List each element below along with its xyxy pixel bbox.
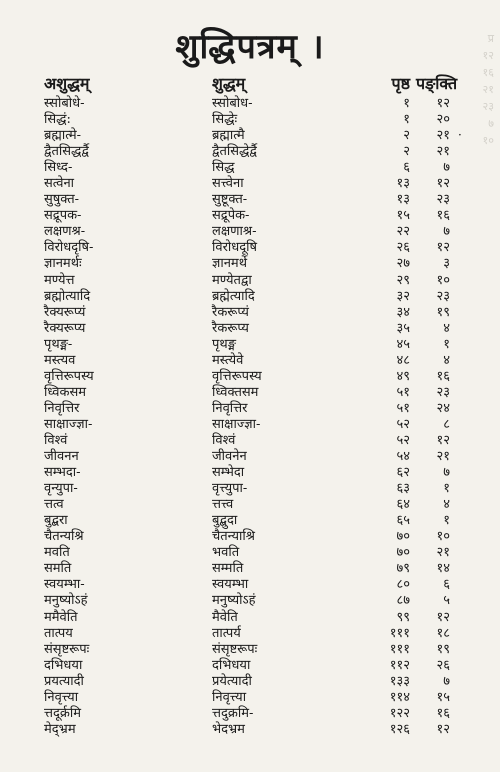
right-text: दभिधया xyxy=(212,657,251,673)
errata-row xyxy=(44,273,456,289)
errata-row xyxy=(44,144,456,160)
line-number: २६ xyxy=(436,657,450,673)
line-number: ३ xyxy=(443,256,450,272)
page-number: ५४ xyxy=(396,449,410,465)
errata-row xyxy=(44,561,456,577)
errata-row xyxy=(44,529,456,545)
wrong-text: विरोधदृषि- xyxy=(44,240,94,256)
line-number: १२ xyxy=(436,432,450,448)
header-wrong: अशुद्धम् xyxy=(44,74,90,93)
header-right: शुद्धम् xyxy=(212,74,246,93)
right-text: संसृष्टरूपः xyxy=(212,641,258,657)
errata-row xyxy=(44,449,456,465)
header-page: पृष्ठ xyxy=(391,74,410,93)
right-text: द्वैतसिद्धेर्द्वै xyxy=(212,144,257,160)
page-number: ७० xyxy=(396,529,410,545)
line-number: १५ xyxy=(436,689,450,705)
wrong-text: सत्वेना xyxy=(44,176,75,192)
page-number: ६३ xyxy=(396,481,410,497)
page-number: ६ xyxy=(403,160,410,176)
line-number: १ xyxy=(443,513,450,529)
errata-row xyxy=(44,626,456,642)
errata-row xyxy=(44,481,456,497)
line-number: २१ xyxy=(436,449,450,465)
page-number: ३२ xyxy=(396,288,410,304)
right-text: ज्ञानमर्थे xyxy=(212,256,247,272)
page-number: ५१ xyxy=(396,384,410,400)
line-number: २३ xyxy=(436,192,450,208)
line-number: २४ xyxy=(436,400,450,416)
right-text: त्तदुक्रमि- xyxy=(212,705,254,721)
wrong-text: मण्येत्त xyxy=(44,272,75,288)
page-number: १३३ xyxy=(389,673,410,689)
line-number: २० xyxy=(436,112,450,128)
bleed-line: १२ xyxy=(482,49,494,62)
page-number: १११ xyxy=(389,625,410,641)
page-number: १३ xyxy=(396,192,410,208)
right-text: ध्विक्तसम xyxy=(212,384,259,400)
wrong-text: ध्विकसम xyxy=(44,384,87,400)
page-number: २ xyxy=(403,144,410,160)
errata-row xyxy=(44,706,456,722)
line-number: ७ xyxy=(443,224,450,240)
wrong-text: स्सोबोधे- xyxy=(44,96,85,111)
wrong-text: लक्षणश्र- xyxy=(44,224,86,240)
page-number: ६५ xyxy=(396,513,410,529)
line-number: १० xyxy=(436,529,450,545)
errata-row xyxy=(44,690,456,706)
wrong-text: पृथङ्म- xyxy=(44,336,73,352)
line-number: ४ xyxy=(443,497,450,513)
wrong-text: ब्रह्मात्मे- xyxy=(44,128,82,144)
line-number: ४ xyxy=(443,320,450,336)
page-number: १३ xyxy=(396,176,410,192)
page-number: ११४ xyxy=(389,689,410,705)
wrong-text: तात्पय xyxy=(44,625,73,641)
errata-row xyxy=(44,240,456,256)
errata-row xyxy=(44,369,456,385)
errata-row xyxy=(44,128,456,144)
header-line: पङ्क्ति xyxy=(416,74,458,93)
line-number: १९ xyxy=(436,641,450,657)
right-text: मण्येतद्वा xyxy=(212,272,252,288)
table-header xyxy=(44,72,456,98)
line-number: १ xyxy=(443,481,450,497)
page-number: ५१ xyxy=(396,400,410,416)
right-text: स्वयम्भा xyxy=(212,577,249,593)
line-number: ७ xyxy=(443,465,450,481)
errata-row xyxy=(44,321,456,337)
page-number: २९ xyxy=(396,272,410,288)
line-number: १९ xyxy=(436,304,450,320)
page-number: ९९ xyxy=(396,609,410,625)
right-text: वृत्तिरूपस्य xyxy=(212,368,262,384)
wrong-text: मवति xyxy=(44,545,70,561)
right-text: चैतन्याश्रि xyxy=(212,529,255,545)
wrong-text: मनुष्योऽहं xyxy=(44,593,88,609)
bleed-line: ७ xyxy=(488,117,494,130)
page-number: १ xyxy=(403,96,410,111)
page-number: १११ xyxy=(389,641,410,657)
line-number: ६ xyxy=(443,577,450,593)
page-number: ६२ xyxy=(396,465,410,481)
page-number: १५ xyxy=(396,208,410,224)
right-text: पृथङ्म xyxy=(212,336,236,352)
right-text: स्सोबोध- xyxy=(212,96,253,111)
errata-row xyxy=(44,385,456,401)
right-text: निवृत्त्या xyxy=(212,689,247,705)
errata-row xyxy=(44,497,456,513)
errata-row xyxy=(44,433,456,449)
line-number: १२ xyxy=(436,721,450,737)
line-number: १६ xyxy=(436,208,450,224)
line-number: १२ xyxy=(436,240,450,256)
errata-row xyxy=(44,610,456,626)
bleed-line: १६ xyxy=(482,66,494,79)
line-number: ७ xyxy=(443,673,450,689)
right-text: विरोधदूषि xyxy=(212,240,258,256)
line-number: १२ xyxy=(436,609,450,625)
wrong-text: संसृष्टरूपः xyxy=(44,641,90,657)
bleed-line: प्र xyxy=(487,32,494,45)
page-number: २७ xyxy=(396,256,410,272)
errata-row xyxy=(44,722,456,738)
wrong-text: त्तदूर्क्रमि xyxy=(44,705,82,721)
bleed-through-text xyxy=(450,30,494,230)
errata-row xyxy=(44,465,456,481)
errata-row xyxy=(44,337,456,353)
right-text: सिद्धेः xyxy=(212,112,238,128)
page-number: ७९ xyxy=(396,561,410,577)
right-text: वृत्त्युपा- xyxy=(212,481,248,497)
page-number: ४९ xyxy=(396,368,410,384)
page-number: २ xyxy=(403,128,410,144)
errata-row xyxy=(44,176,456,192)
page-number: १२६ xyxy=(389,721,410,737)
bleed-line: २३ xyxy=(482,100,494,113)
errata-row xyxy=(44,224,456,240)
line-number: १८ xyxy=(436,625,450,641)
errata-row xyxy=(44,417,456,433)
wrong-text: निवृत्तिर xyxy=(44,400,80,416)
right-text: सुष्टूक्त- xyxy=(212,192,248,208)
line-number: ४ xyxy=(443,352,450,368)
line-number: २३ xyxy=(436,288,450,304)
right-text: साक्षाज्ज्ञा- xyxy=(212,416,261,432)
wrong-text: मेद्भ्रम xyxy=(44,721,76,737)
right-text: सम्भेदा xyxy=(212,465,245,481)
page-number: १२२ xyxy=(389,705,410,721)
right-text: भवति xyxy=(212,545,240,561)
wrong-text: सम्भदा- xyxy=(44,465,81,481)
line-number: २१ xyxy=(436,144,450,160)
page-number: ५२ xyxy=(396,416,410,432)
errata-row xyxy=(44,208,456,224)
errata-row xyxy=(44,513,456,529)
wrong-text: रैक्यरूप्य xyxy=(44,320,86,336)
page-title: शुद्धिपत्रम् । xyxy=(175,27,325,67)
wrong-text: जीवनन xyxy=(44,449,79,465)
wrong-text: प्रयत्यादी xyxy=(44,673,84,689)
line-number: १० xyxy=(436,272,450,288)
errata-table xyxy=(44,96,456,738)
errata-row xyxy=(44,674,456,690)
line-number: १६ xyxy=(436,705,450,721)
wrong-text: वृन्युपा- xyxy=(44,481,78,497)
right-text: सत्त्वेना xyxy=(212,176,244,192)
wrong-text: रैक्यरूप्यं xyxy=(44,304,86,320)
wrong-text: सद्रूपक- xyxy=(44,208,82,224)
right-text: तात्पर्य xyxy=(212,625,241,641)
stray-mark: · xyxy=(458,128,462,142)
right-text: मैवेति xyxy=(212,609,238,625)
line-number: १२ xyxy=(436,96,450,111)
line-number: २३ xyxy=(436,384,450,400)
errata-row xyxy=(44,96,456,112)
right-text: लक्षणाश्र- xyxy=(212,224,257,240)
errata-row xyxy=(44,112,456,128)
page-number: ६४ xyxy=(396,497,410,513)
errata-row xyxy=(44,593,456,609)
wrong-text: समति xyxy=(44,561,72,577)
page-number: ८० xyxy=(396,577,410,593)
right-text: सद्रूपेक- xyxy=(212,208,250,224)
line-number: ७ xyxy=(443,160,450,176)
line-number: ५ xyxy=(443,593,450,609)
wrong-text: स्वयम्भा- xyxy=(44,577,85,593)
bleed-line: २१ xyxy=(482,83,494,96)
errata-row xyxy=(44,160,456,176)
line-number: १४ xyxy=(436,561,450,577)
errata-row xyxy=(44,256,456,272)
wrong-text: चैतन्यश्रि xyxy=(44,529,84,545)
wrong-text: सिध्द- xyxy=(44,160,73,176)
wrong-text: दभिधया xyxy=(44,657,83,673)
right-text: त्तत्त्व xyxy=(212,497,234,513)
wrong-text: निवृत्त्या xyxy=(44,689,79,705)
errata-row xyxy=(44,353,456,369)
page-number: ४५ xyxy=(396,336,410,352)
right-text: प्रयेत्यादी xyxy=(212,673,252,689)
right-text: ब्रह्मेत्यादि xyxy=(212,288,255,304)
wrong-text: सिद्धं: xyxy=(44,112,71,128)
line-number: २१ xyxy=(436,128,450,144)
errata-row xyxy=(44,401,456,417)
errata-row xyxy=(44,192,456,208)
errata-row xyxy=(44,305,456,321)
errata-row xyxy=(44,577,456,593)
right-text: ब्रह्मात्मै xyxy=(212,128,245,144)
page-number: २२ xyxy=(396,224,410,240)
line-number: १६ xyxy=(436,368,450,384)
bleed-line: १० xyxy=(482,134,494,147)
right-text: मनुष्योऽहं xyxy=(212,593,256,609)
page-number: ३५ xyxy=(396,320,410,336)
right-text: सिद्ध xyxy=(212,160,235,176)
right-text: भेदभ्रम xyxy=(212,721,245,737)
wrong-text: विश्वं xyxy=(44,432,68,448)
right-text: रैकरूप्य xyxy=(212,320,249,336)
page-number: ८७ xyxy=(396,593,410,609)
line-number: ८ xyxy=(443,416,450,432)
line-number: २१ xyxy=(436,545,450,561)
wrong-text: मस्त्यव xyxy=(44,352,76,368)
page-number: ३४ xyxy=(396,304,410,320)
errata-row xyxy=(44,658,456,674)
page-number: ७० xyxy=(396,545,410,561)
right-text: सम्मति xyxy=(212,561,244,577)
page-number: ४८ xyxy=(396,352,410,368)
right-text: बुद्बुदा xyxy=(212,513,238,529)
wrong-text: ब्रह्मोत्यादि xyxy=(44,288,91,304)
right-text: जीवनेन xyxy=(212,449,247,465)
page-number: २६ xyxy=(396,240,410,256)
right-text: मस्त्येवे xyxy=(212,352,244,368)
right-text: रैकरूप्यं xyxy=(212,304,249,320)
page-number: ५२ xyxy=(396,432,410,448)
wrong-text: साक्षाज्ज्ञा- xyxy=(44,416,93,432)
page-number: ११२ xyxy=(389,657,410,673)
wrong-text: बुद्बरा xyxy=(44,513,68,529)
wrong-text: ममैवेति xyxy=(44,609,78,625)
wrong-text: त्तत्व xyxy=(44,497,64,513)
errata-row xyxy=(44,289,456,305)
line-number: १ xyxy=(443,336,450,352)
wrong-text: सुषुक्त- xyxy=(44,192,80,208)
page-number: १ xyxy=(403,112,410,128)
errata-row xyxy=(44,545,456,561)
right-text: निवृत्तिर xyxy=(212,400,248,416)
line-number: १२ xyxy=(436,176,450,192)
right-text: विश्वं xyxy=(212,432,236,448)
errata-row xyxy=(44,642,456,658)
wrong-text: ज्ञानमर्थः xyxy=(44,256,82,272)
wrong-text: द्वैतसिद्धर्द्वै xyxy=(44,144,89,160)
wrong-text: वृत्तिरूपस्य xyxy=(44,368,94,384)
